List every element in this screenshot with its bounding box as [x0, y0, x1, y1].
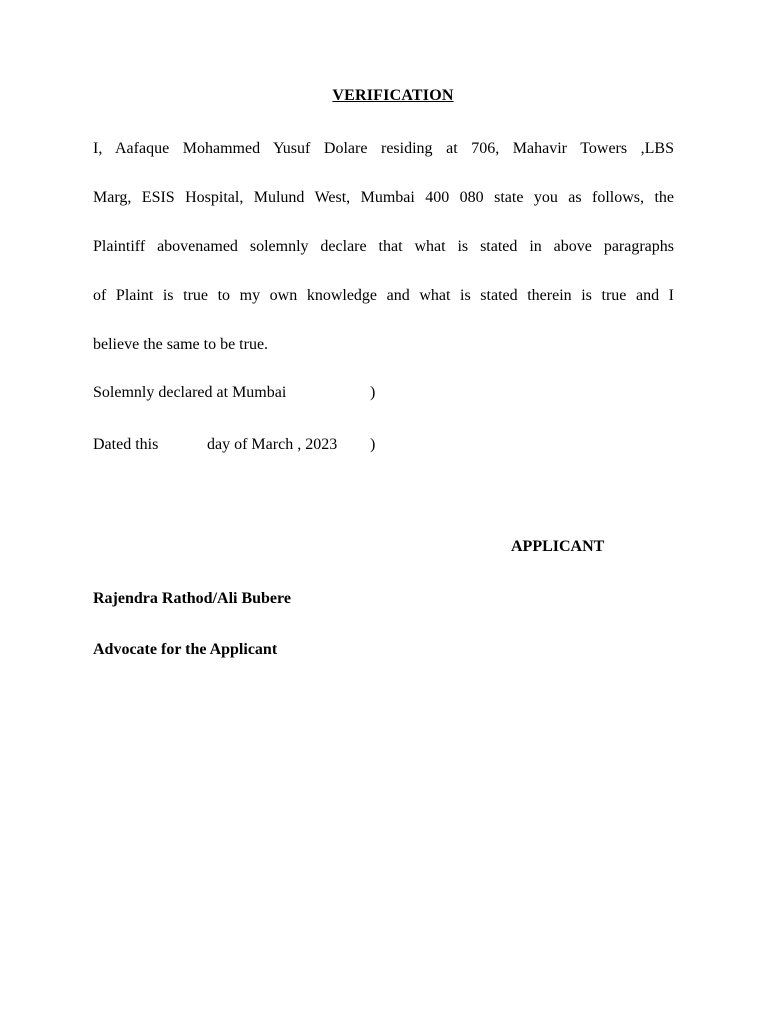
dated-day-text: day of March , 2023: [207, 436, 338, 453]
body-line-1-text: I, Aafaque Mohammed Yusuf Dolare residing at 706, Mahavir Towers ,LBS: [93, 140, 674, 157]
body-line-4: [93, 287, 674, 305]
body-line-3-text: Plaintiff abovenamed solemnly declare that what is stated in above paragraphs: [93, 238, 674, 255]
body-line-3: [93, 238, 674, 256]
body-line-1: [93, 140, 674, 158]
dated-this-text: Dated this: [93, 436, 159, 453]
document-title: VERIFICATION: [332, 87, 454, 104]
advocate-name: Rajendra Rathod/Ali Bubere: [93, 590, 291, 607]
declared-at-line: Solemnly declared at Mumbai: [93, 384, 287, 401]
advocate-role: Advocate for the Applicant: [93, 641, 278, 658]
declared-paren: ): [370, 384, 376, 401]
body-line-2: [93, 189, 674, 207]
body-line-4-text: of Plaint is true to my own knowledge and what is stated therein is true and I: [93, 287, 674, 304]
body-line-2-text: Marg, ESIS Hospital, Mulund West, Mumbai 400 080 state you as follows, the: [93, 189, 674, 206]
dated-paren: ): [370, 436, 376, 453]
body-line-5: [93, 336, 674, 354]
signatory-label: APPLICANT: [511, 538, 605, 555]
body-line-5-text: believe the same to be true.: [93, 336, 269, 353]
